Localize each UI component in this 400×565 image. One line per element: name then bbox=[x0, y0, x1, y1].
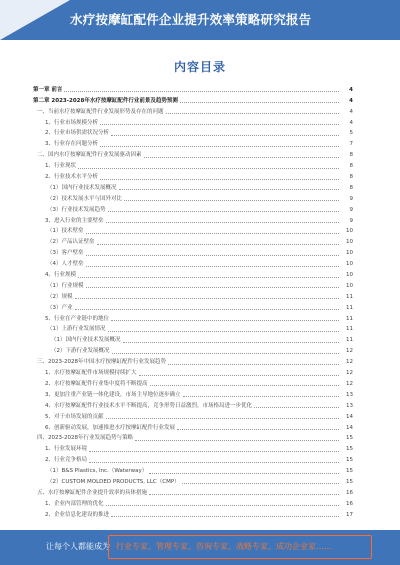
toc-entry-text: 6、创新驱动发展，加速推进水疗按摩缸配件行业发展 bbox=[45, 424, 176, 431]
toc-page-number: 4 bbox=[349, 86, 353, 93]
footer-slogan: 行业专家、管理专家、咨询专家、战略专家、成功企业家…… bbox=[116, 542, 332, 551]
toc-entry-text: 3、行业存在问题分析 bbox=[45, 141, 98, 148]
toc-page-number: 4 bbox=[349, 119, 353, 126]
dot-leader bbox=[86, 266, 340, 267]
toc-entry[interactable] bbox=[33, 204, 353, 215]
toc-entry-text: （3）客户壁垒 bbox=[47, 250, 84, 257]
dot-leader bbox=[100, 179, 339, 180]
dot-leader bbox=[75, 309, 340, 310]
toc-entry[interactable] bbox=[33, 345, 353, 356]
dot-leader bbox=[78, 277, 339, 278]
toc-entry[interactable] bbox=[33, 443, 353, 454]
toc-entry[interactable] bbox=[33, 236, 353, 247]
dot-leader bbox=[100, 124, 339, 125]
dot-leader bbox=[106, 418, 339, 419]
toc-page-number: 5 bbox=[349, 130, 353, 137]
dot-leader bbox=[182, 483, 339, 484]
dot-leader bbox=[86, 287, 340, 288]
toc-page-number: 16 bbox=[346, 489, 353, 496]
dot-leader bbox=[183, 396, 339, 397]
toc-entry[interactable] bbox=[33, 128, 353, 139]
footer-tagline: 让每个人都能成为 bbox=[46, 542, 110, 551]
dot-leader bbox=[97, 244, 340, 245]
toc-entry[interactable] bbox=[33, 171, 353, 182]
dot-leader bbox=[106, 222, 339, 223]
toc-entry-text: 三、2023-2028年中国水疗按摩缸配件行业发展趋势 bbox=[37, 359, 166, 366]
toc-entry-text: 2、企业信息化建设的推进 bbox=[45, 511, 110, 518]
toc-entry-text: 2、水疗按摩缸配件行业集中度将不断提高 bbox=[45, 380, 148, 387]
toc-entry-text: 1、行业发展环境 bbox=[45, 446, 87, 453]
dot-leader bbox=[100, 146, 339, 147]
toc-entry[interactable] bbox=[33, 160, 353, 171]
dot-leader bbox=[168, 364, 339, 365]
toc-entry[interactable] bbox=[33, 509, 353, 520]
toc-entry[interactable] bbox=[33, 356, 353, 367]
toc-entry-text: 2、行业市场供需状况分析 bbox=[45, 130, 110, 137]
toc-entry-text: （2）技术发展水平与国外对比 bbox=[47, 195, 123, 202]
toc-entry[interactable] bbox=[33, 247, 353, 258]
toc-page-number: 14 bbox=[346, 413, 353, 420]
toc-entry-text: 3、进入行业的主要壁垒 bbox=[45, 217, 104, 224]
dot-leader bbox=[106, 505, 339, 506]
toc-entry-text: 5、行业在产业链中的地位 bbox=[45, 315, 110, 322]
toc-page-number: 8 bbox=[349, 184, 353, 191]
toc-page-number: 8 bbox=[349, 152, 353, 159]
dot-leader bbox=[64, 91, 339, 92]
toc-page-number: 15 bbox=[346, 457, 353, 464]
dot-leader bbox=[86, 255, 340, 256]
dot-leader bbox=[149, 494, 339, 495]
dot-leader bbox=[111, 135, 339, 136]
toc-entry-text: （1）上游行业发展情况 bbox=[47, 326, 106, 333]
toc-entry[interactable] bbox=[33, 226, 353, 237]
dot-leader bbox=[78, 168, 339, 169]
toc-page-number: 10 bbox=[346, 261, 353, 268]
dot-leader bbox=[177, 429, 339, 430]
toc-entry[interactable] bbox=[33, 498, 353, 509]
toc-page-number: 11 bbox=[346, 315, 353, 322]
toc-entry[interactable] bbox=[33, 400, 353, 411]
toc-page-number: 9 bbox=[349, 195, 353, 202]
dot-leader bbox=[254, 407, 339, 408]
toc-entry[interactable] bbox=[33, 84, 353, 95]
toc-page-number: 12 bbox=[346, 370, 353, 377]
toc-entry[interactable] bbox=[33, 302, 353, 313]
toc-page-number: 13 bbox=[346, 402, 353, 409]
toc-entry[interactable] bbox=[33, 367, 353, 378]
dot-leader bbox=[150, 385, 339, 386]
toc-entry-text: 一、当前水疗按摩缸配件行业发展形势及存在的问题 bbox=[37, 108, 164, 115]
toc-page-number: 10 bbox=[346, 239, 353, 246]
toc-page-number: 15 bbox=[346, 446, 353, 453]
toc-entry[interactable] bbox=[33, 313, 353, 324]
toc-entry-text: 1、行业市场规模分析 bbox=[45, 119, 98, 126]
toc-entry-text: 4、行业规模 bbox=[45, 272, 76, 279]
toc-entry-text: （1）技术壁垒 bbox=[47, 228, 84, 235]
dot-leader bbox=[89, 451, 339, 452]
toc-page-number: 4 bbox=[349, 97, 353, 104]
toc-entry[interactable] bbox=[33, 411, 353, 422]
dot-leader bbox=[86, 233, 340, 234]
page-footer bbox=[0, 530, 400, 565]
toc-entry-text: （2）下游行业发展概况 bbox=[51, 348, 110, 355]
toc-entry[interactable] bbox=[33, 465, 353, 476]
toc-page-number: 10 bbox=[346, 272, 353, 279]
dot-leader bbox=[144, 157, 339, 158]
toc-entry-text: 第一章 前言 bbox=[33, 86, 63, 93]
toc-page-number: 11 bbox=[346, 337, 353, 344]
toc-page-number: 4 bbox=[349, 108, 353, 115]
toc-entry-text: 1、水疗按摩缸配件市场规模持续扩大 bbox=[45, 370, 137, 377]
toc-page-number: 9 bbox=[349, 217, 353, 224]
toc-entry[interactable] bbox=[33, 215, 353, 226]
toc-entry[interactable] bbox=[33, 193, 353, 204]
toc-entry-text: （4）人才壁垒 bbox=[47, 261, 84, 268]
toc-page-number: 13 bbox=[346, 391, 353, 398]
toc-entry-text: 3、更加注重产业链一体化建设，市场主导地位逐步确立 bbox=[45, 391, 181, 398]
dot-leader bbox=[149, 473, 339, 474]
toc-page-number: 10 bbox=[346, 228, 353, 235]
dot-leader bbox=[166, 113, 339, 114]
toc-entry-text: 第二章 2023-2028年水疗按摩缸配件行业前景及趋势预测 bbox=[33, 97, 178, 104]
toc-entry[interactable] bbox=[33, 389, 353, 400]
toc-entry-text: 2、行业竞争格局 bbox=[45, 457, 87, 464]
toc-entry-text: 二、国内水疗按摩缸配件行业发展驱动因素 bbox=[37, 152, 142, 159]
toc-page-number: 10 bbox=[346, 250, 353, 257]
dot-leader bbox=[111, 516, 339, 517]
toc-page-number: 9 bbox=[349, 206, 353, 213]
toc-entry[interactable] bbox=[33, 487, 353, 498]
dot-leader bbox=[108, 211, 339, 212]
toc-entry-text: 2、行业技术水平分析 bbox=[45, 174, 98, 181]
toc-entry-text: （1）B&S Plastics, Inc.（Waterway） bbox=[47, 468, 148, 475]
toc-page-number: 11 bbox=[346, 326, 353, 333]
toc-page-number: 7 bbox=[349, 141, 353, 148]
dot-leader bbox=[139, 375, 339, 376]
toc-page-number: 11 bbox=[346, 293, 353, 300]
toc-heading: 内容目录 bbox=[173, 60, 226, 74]
toc-entry-text: 五、水疗按摩缸配件企业提升效率的具体措施 bbox=[37, 489, 148, 496]
report-title: 水疗按摩缸配件企业提升效率策略研究报告 bbox=[70, 12, 312, 27]
toc-entry[interactable] bbox=[33, 95, 353, 106]
dot-leader bbox=[119, 189, 339, 190]
toc-page-number: 14 bbox=[346, 424, 353, 431]
toc-page-number: 15 bbox=[346, 468, 353, 475]
toc-entry[interactable] bbox=[33, 454, 353, 465]
toc-entry-text: （2）产品认证壁垒 bbox=[47, 239, 95, 246]
toc-page-number: 15 bbox=[346, 435, 353, 442]
toc-entry[interactable] bbox=[33, 378, 353, 389]
toc-page-number: 12 bbox=[346, 359, 353, 366]
toc-entry-text: （2）规模 bbox=[47, 293, 73, 300]
toc-entry-text: 1、行业现状 bbox=[45, 163, 76, 170]
toc-entry[interactable] bbox=[33, 269, 353, 280]
toc-entry-text: 四、2023-2028年行业发展趋势与策略 bbox=[37, 435, 133, 442]
dot-leader bbox=[108, 331, 339, 332]
toc-entry[interactable] bbox=[33, 334, 353, 345]
table-of-contents bbox=[33, 84, 353, 520]
dot-leader bbox=[135, 440, 339, 441]
toc-entry[interactable] bbox=[33, 324, 353, 335]
dot-leader bbox=[123, 342, 339, 343]
toc-entry-text: （1）行业规模 bbox=[47, 282, 84, 289]
toc-page-number: 15 bbox=[346, 478, 353, 485]
toc-entry-text: （1）国内行业技术发展概况 bbox=[51, 337, 121, 344]
dot-leader bbox=[124, 200, 339, 201]
toc-entry[interactable] bbox=[33, 117, 353, 128]
toc-entry[interactable] bbox=[33, 476, 353, 487]
toc-entry[interactable] bbox=[33, 422, 353, 433]
dot-leader bbox=[89, 462, 339, 463]
toc-entry[interactable] bbox=[33, 149, 353, 160]
toc-page-number: 12 bbox=[346, 380, 353, 387]
toc-entry-text: 4、水疗按摩缸配件行业技术水平不断提高，竞争形势日益激烈，市场格局进一步优化 bbox=[45, 402, 253, 409]
toc-page-number: 16 bbox=[346, 500, 353, 507]
toc-entry[interactable] bbox=[33, 182, 353, 193]
toc-page-number: 17 bbox=[346, 511, 353, 518]
toc-entry-text: 5、对于市场发展的贡献 bbox=[45, 413, 104, 420]
toc-page-number: 8 bbox=[349, 174, 353, 181]
dot-leader bbox=[111, 320, 339, 321]
toc-entry[interactable] bbox=[33, 291, 353, 302]
toc-entry-text: 1、企业内部管理的优化 bbox=[45, 500, 104, 507]
toc-entry-text: （2）CUSTOM MOLDED PRODUCTS, LLC（CMP） bbox=[47, 478, 180, 485]
toc-page-number: 12 bbox=[346, 348, 353, 355]
toc-entry[interactable] bbox=[33, 280, 353, 291]
toc-entry[interactable] bbox=[33, 138, 353, 149]
toc-entry-text: （1）国内行业技术发展概况 bbox=[47, 184, 117, 191]
header-decoration bbox=[0, 0, 70, 40]
toc-entry[interactable] bbox=[33, 106, 353, 117]
toc-entry-text: （3）行业技术发展趋势 bbox=[47, 206, 106, 213]
toc-page-number: 10 bbox=[346, 282, 353, 289]
toc-entry[interactable] bbox=[33, 258, 353, 269]
dot-leader bbox=[75, 298, 340, 299]
toc-page-number: 11 bbox=[346, 304, 353, 311]
dot-leader bbox=[112, 353, 339, 354]
toc-entry[interactable] bbox=[33, 433, 353, 444]
dot-leader bbox=[180, 102, 339, 103]
toc-page-number: 8 bbox=[349, 163, 353, 170]
page-header bbox=[0, 0, 400, 40]
toc-entry-text: （3）产业 bbox=[47, 304, 73, 311]
